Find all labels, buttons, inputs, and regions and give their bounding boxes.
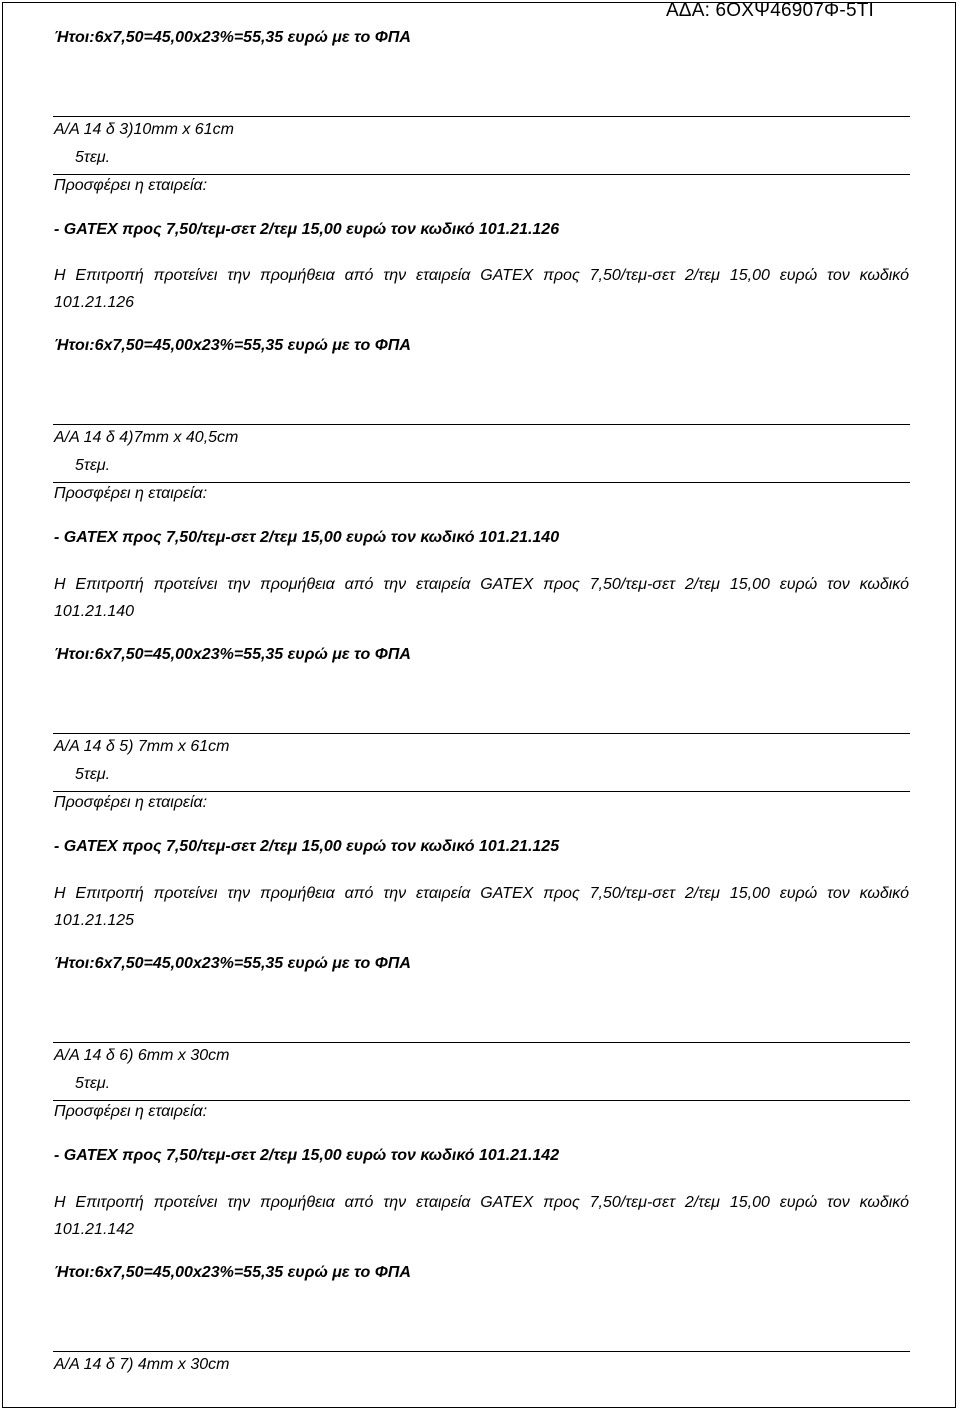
item-total-line: Ήτοι:6x7,50=45,00x23%=55,35 ευρώ με το ΦΠΑ	[54, 1264, 411, 1281]
item-title: Α/Α 14 δ 5) 7mm x 61cm	[54, 738, 230, 755]
item-quantity: 5τεμ.	[75, 766, 111, 783]
offer-line: - GATEX προς 7,50/τεμ-σετ 2/τεμ 15,00 ευρώ τον κωδικό 101.21.142	[54, 1147, 560, 1164]
item-title: Α/Α 14 δ 4)7mm x 40,5cm	[54, 429, 239, 446]
offer-line: - GATEX προς 7,50/τεμ-σετ 2/τεμ 15,00 ευρώ τον κωδικό 101.21.126	[54, 221, 560, 238]
item-total-line: Ήτοι:6x7,50=45,00x23%=55,35 ευρώ με το ΦΠΑ	[54, 955, 411, 972]
offer-label: Προσφέρει η εταιρεία:	[54, 1103, 208, 1120]
ada-code: ΑΔΑ: 6ΟΧΨ46907Φ-5ΤΙ	[665, 0, 874, 21]
committee-proposal: Η Επιτροπή προτείνει την προμήθεια από την εταιρεία GATEX προς 7,50/τεμ-σετ 2/τεμ 15,00 ευρώ τον κωδικό 101.21.142	[54, 1194, 909, 1238]
item-quantity: 5τεμ.	[75, 149, 111, 166]
offer-label: Προσφέρει η εταιρεία:	[54, 794, 208, 811]
item-divider	[53, 1042, 910, 1043]
item-total-line: Ήτοι:6x7,50=45,00x23%=55,35 ευρώ με το ΦΠΑ	[54, 337, 411, 354]
offer-line: - GATEX προς 7,50/τεμ-σετ 2/τεμ 15,00 ευρώ τον κωδικό 101.21.125	[54, 838, 560, 855]
committee-proposal: Η Επιτροπή προτείνει την προμήθεια από την εταιρεία GATEX προς 7,50/τεμ-σετ 2/τεμ 15,00 ευρώ τον κωδικό 101.21.140	[54, 576, 909, 620]
item-total-line: Ήτοι:6x7,50=45,00x23%=55,35 ευρώ με το ΦΠΑ	[54, 646, 411, 663]
item-divider	[53, 1351, 910, 1352]
item-quantity: 5τεμ.	[75, 1075, 111, 1092]
item-title: Α/Α 14 δ 7) 4mm x 30cm	[54, 1356, 230, 1373]
item-quantity: 5τεμ.	[75, 457, 111, 474]
item-divider	[53, 791, 910, 792]
item-divider	[53, 424, 910, 425]
item-divider	[53, 482, 910, 483]
item-divider	[53, 174, 910, 175]
item-divider	[53, 733, 910, 734]
item-title: Α/Α 14 δ 3)10mm x 61cm	[54, 121, 234, 138]
offer-line: - GATEX προς 7,50/τεμ-σετ 2/τεμ 15,00 ευρώ τον κωδικό 101.21.140	[54, 529, 560, 546]
item-divider	[53, 116, 910, 117]
offer-label: Προσφέρει η εταιρεία:	[54, 177, 208, 194]
item-divider	[53, 1100, 910, 1101]
committee-proposal: Η Επιτροπή προτείνει την προμήθεια από την εταιρεία GATEX προς 7,50/τεμ-σετ 2/τεμ 15,00 ευρώ τον κωδικό 101.21.126	[54, 267, 909, 311]
committee-proposal: Η Επιτροπή προτείνει την προμήθεια από την εταιρεία GATEX προς 7,50/τεμ-σετ 2/τεμ 15,00 ευρώ τον κωδικό 101.21.125	[54, 885, 909, 929]
item-title: Α/Α 14 δ 6) 6mm x 30cm	[54, 1047, 230, 1064]
top-total-line: Ήτοι:6x7,50=45,00x23%=55,35 ευρώ με το ΦΠΑ	[54, 29, 411, 46]
offer-label: Προσφέρει η εταιρεία:	[54, 485, 208, 502]
